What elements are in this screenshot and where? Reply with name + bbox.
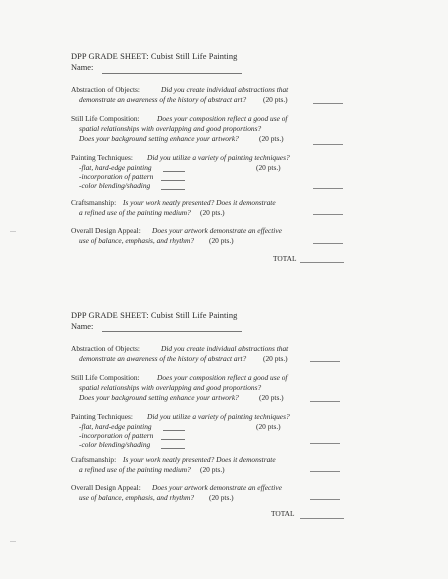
painting-sub-2-line[interactable]	[161, 439, 185, 440]
abstraction-label: Abstraction of Objects:	[71, 344, 140, 353]
craftsmanship-question-2: a refined use of the painting medium?	[79, 208, 191, 217]
abstraction-question-1: Did you create individual abstractions that	[161, 344, 289, 353]
total-label: TOTAL	[271, 509, 295, 518]
abstraction-question-1: Did you create individual abstractions that	[161, 85, 289, 94]
craftsmanship-label: Craftsmanship:	[71, 198, 117, 207]
craftsmanship-points: (20 pts.)	[200, 208, 225, 217]
sheet-title: DPP GRADE SHEET: Cubist Still Life Painting	[71, 311, 238, 320]
composition-points: (20 pts.)	[259, 393, 284, 402]
composition-question-3: Does your background setting enhance your artwork?	[79, 134, 239, 143]
composition-question-2: spatial relationships with overlapping and good proportions?	[79, 124, 262, 133]
design-score-line[interactable]	[310, 499, 340, 500]
craftsmanship-points: (20 pts.)	[200, 465, 225, 474]
abstraction-question-2: demonstrate an awareness of the history of abstract art?	[79, 354, 247, 363]
painting-sub-3-line[interactable]	[161, 189, 185, 190]
total-score-line[interactable]	[300, 262, 344, 263]
painting-sub-3: -color blending/shading	[79, 440, 151, 449]
painting-sub-2-line[interactable]	[161, 180, 185, 181]
composition-question-3: Does your background setting enhance your artwork?	[79, 393, 239, 402]
design-label: Overall Design Appeal:	[71, 483, 141, 492]
painting-sub-1-line[interactable]	[163, 430, 185, 431]
design-score-line[interactable]	[313, 243, 343, 244]
total-label: TOTAL	[273, 254, 297, 263]
abstraction-score-line[interactable]	[313, 103, 343, 104]
name-field-line[interactable]	[102, 331, 242, 332]
design-points: (20 pts.)	[209, 236, 234, 245]
composition-score-line[interactable]	[310, 401, 340, 402]
painting-sub-3-line[interactable]	[161, 448, 185, 449]
abstraction-points: (20 pts.)	[263, 95, 288, 104]
name-label: Name:	[71, 322, 94, 331]
scan-mark	[10, 231, 16, 232]
name-label: Name:	[71, 63, 94, 72]
painting-label: Painting Techniques:	[71, 153, 133, 162]
painting-points: (20 pts.)	[256, 422, 281, 431]
design-label: Overall Design Appeal:	[71, 226, 141, 235]
name-field-line[interactable]	[102, 73, 242, 74]
composition-question-2: spatial relationships with overlapping and good proportions?	[79, 383, 262, 392]
craftsmanship-question-1: Is your work neatly presented? Does it demonstrate	[123, 198, 276, 207]
scan-mark	[10, 541, 16, 542]
painting-question-1: Did you utilize a variety of painting techniques?	[147, 412, 290, 421]
craftsmanship-score-line[interactable]	[310, 471, 340, 472]
composition-question-1: Does your composition reflect a good use of	[157, 114, 288, 123]
painting-sub-2: -incorporation of pattern	[79, 172, 154, 181]
abstraction-score-line[interactable]	[310, 361, 340, 362]
abstraction-label: Abstraction of Objects:	[71, 85, 140, 94]
design-question-1: Does your artwork demonstrate an effective	[152, 226, 282, 235]
total-score-line[interactable]	[300, 518, 344, 519]
abstraction-question-2: demonstrate an awareness of the history of abstract art?	[79, 95, 247, 104]
painting-label: Painting Techniques:	[71, 412, 133, 421]
craftsmanship-question-1: Is your work neatly presented? Does it demonstrate	[123, 455, 276, 464]
craftsmanship-score-line[interactable]	[313, 214, 343, 215]
painting-sub-1: -flat, hard-edge painting	[79, 163, 152, 172]
composition-label: Still Life Composition:	[71, 373, 140, 382]
design-question-1: Does your artwork demonstrate an effective	[152, 483, 282, 492]
abstraction-points: (20 pts.)	[263, 354, 288, 363]
composition-label: Still Life Composition:	[71, 114, 140, 123]
painting-sub-1: -flat, hard-edge painting	[79, 422, 152, 431]
composition-score-line[interactable]	[313, 144, 343, 145]
design-points: (20 pts.)	[209, 493, 234, 502]
composition-points: (20 pts.)	[259, 134, 284, 143]
painting-sub-2: -incorporation of pattern	[79, 431, 154, 440]
design-question-2: use of balance, emphasis, and rhythm?	[79, 493, 195, 502]
painting-sub-1-line[interactable]	[163, 171, 185, 172]
craftsmanship-label: Craftsmanship:	[71, 455, 117, 464]
composition-question-1: Does your composition reflect a good use of	[157, 373, 288, 382]
painting-score-line[interactable]	[313, 188, 343, 189]
painting-sub-3: -color blending/shading	[79, 181, 151, 190]
painting-score-line[interactable]	[310, 443, 340, 444]
painting-points: (20 pts.)	[256, 163, 281, 172]
craftsmanship-question-2: a refined use of the painting medium?	[79, 465, 191, 474]
sheet-title: DPP GRADE SHEET: Cubist Still Life Painting	[71, 52, 238, 61]
painting-question-1: Did you utilize a variety of painting techniques?	[147, 153, 290, 162]
design-question-2: use of balance, emphasis, and rhythm?	[79, 236, 195, 245]
